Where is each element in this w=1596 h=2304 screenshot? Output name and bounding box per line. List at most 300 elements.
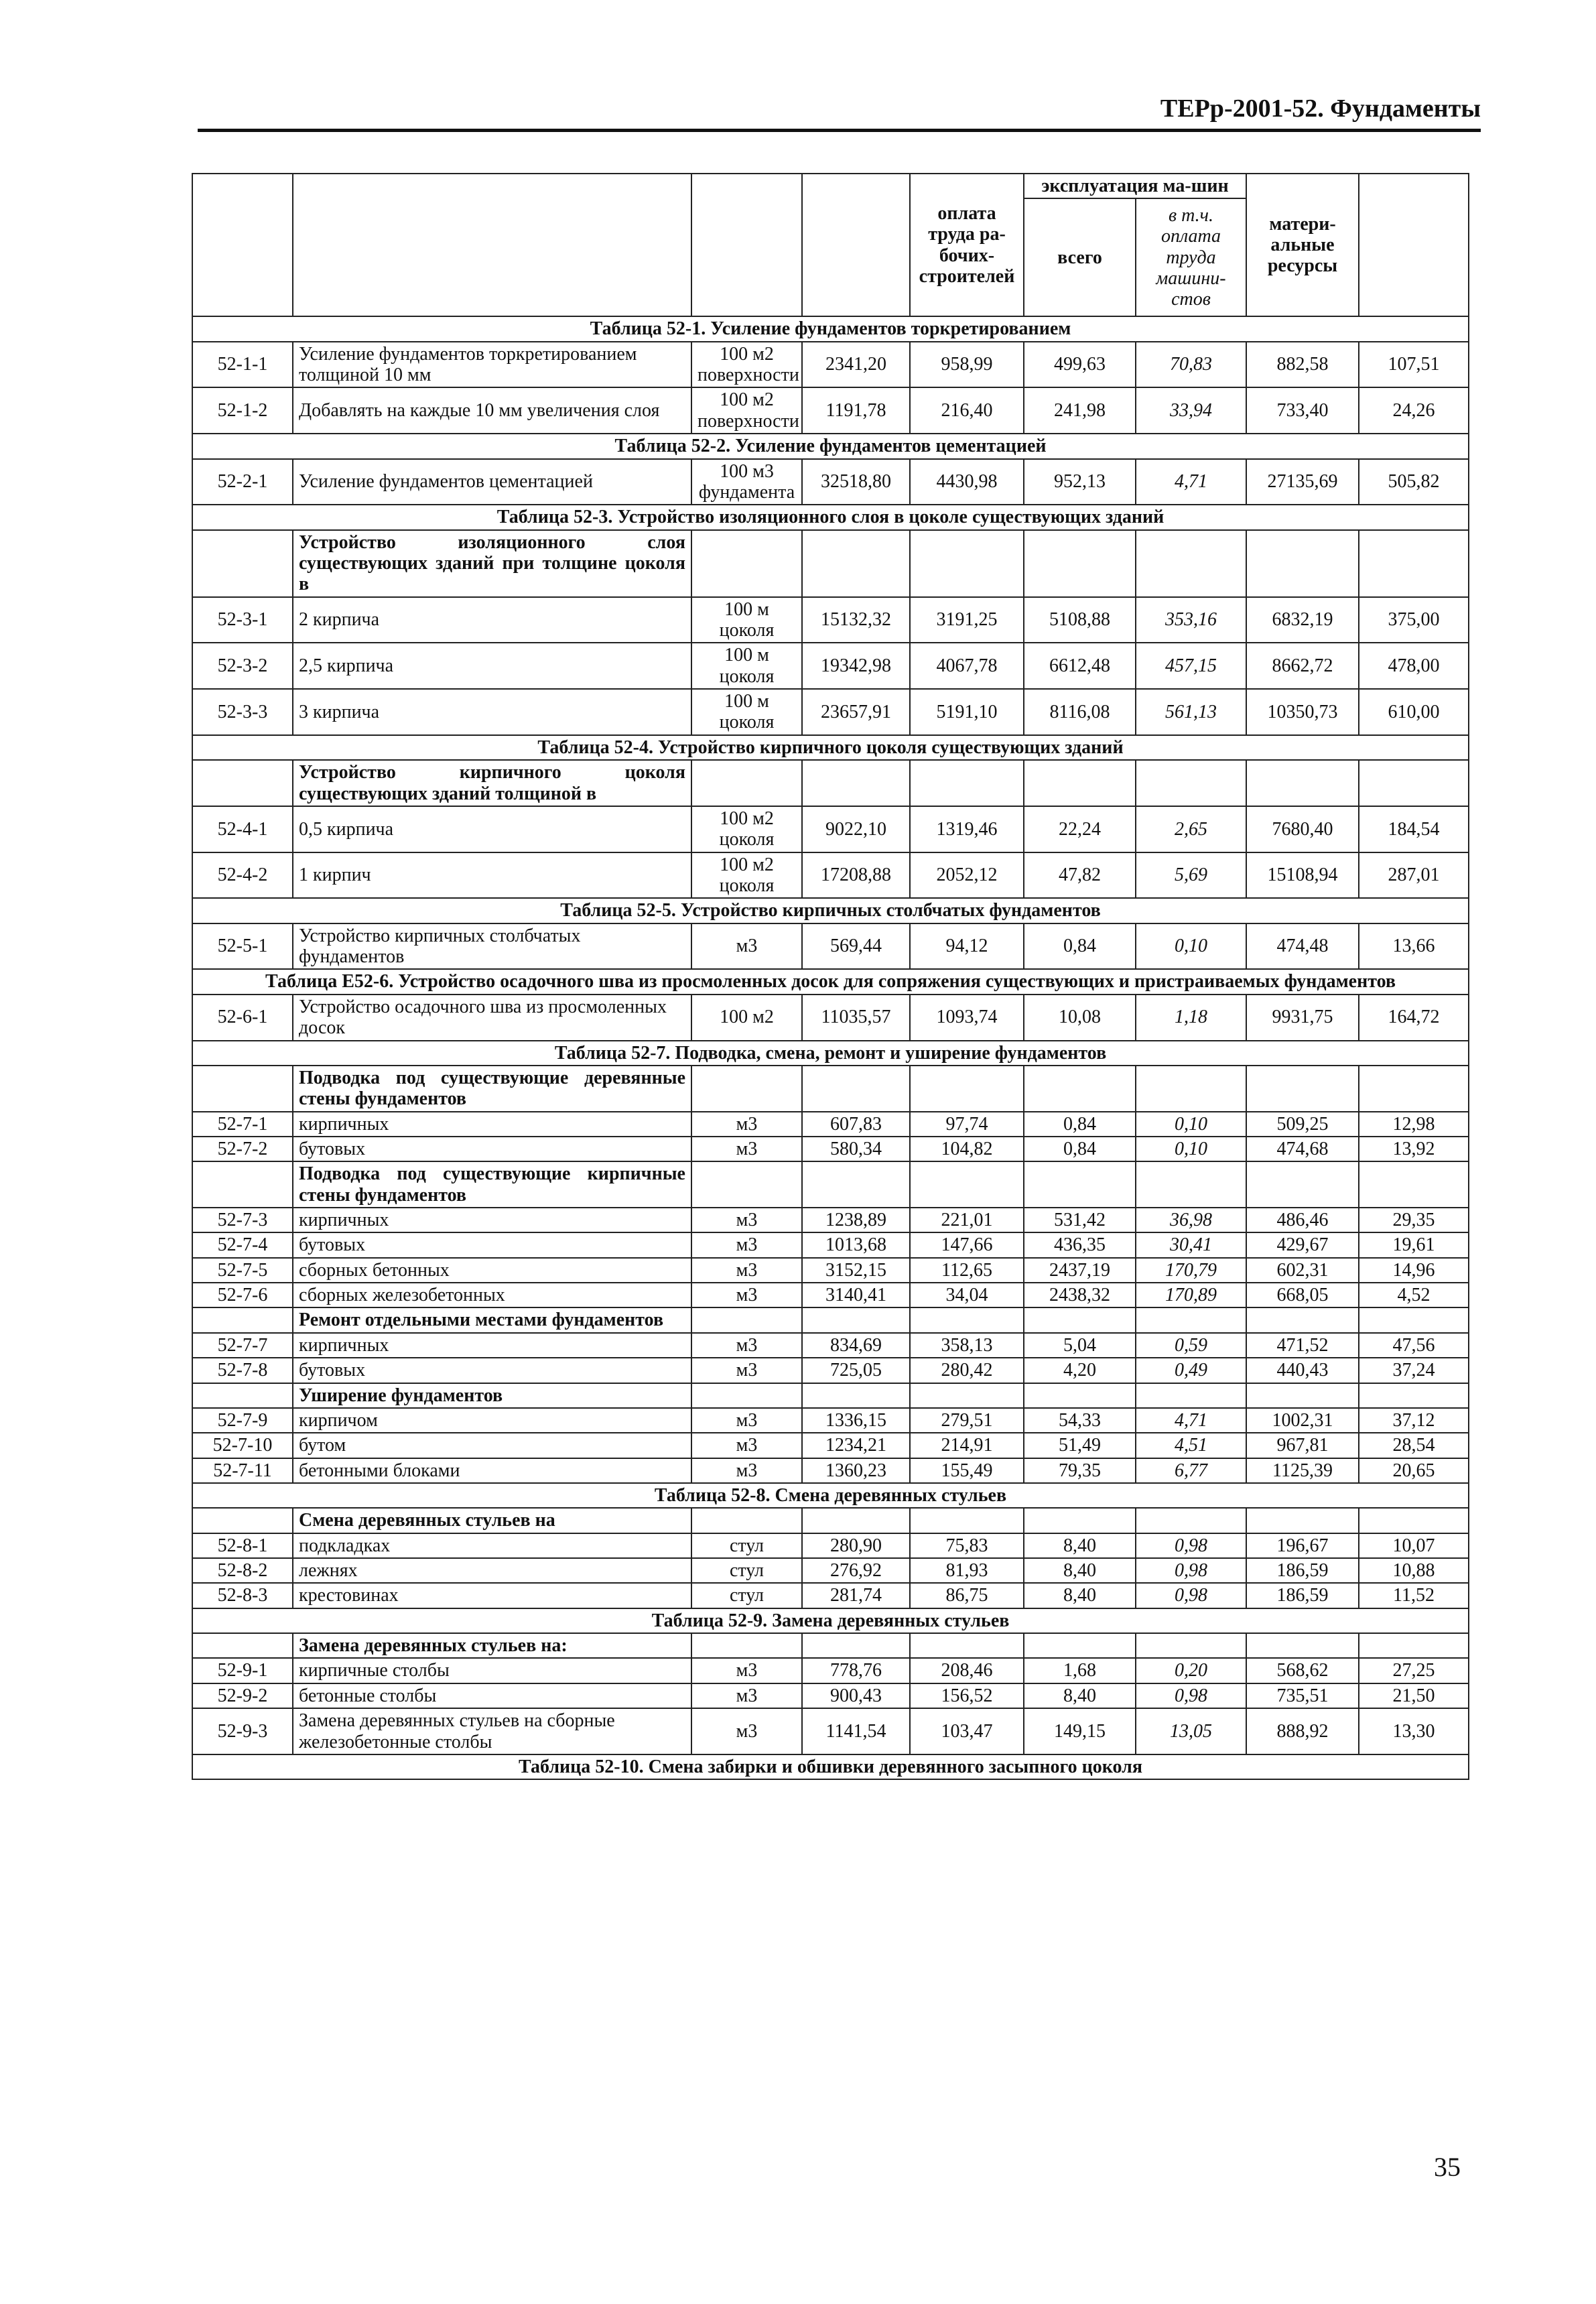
table-row — [192, 1232, 1469, 1257]
table-section-title: Таблица Е52-6. Устройство осадочного шва из просмоленных досок для сопряжения существующих и пристраиваемых фундаментов — [192, 969, 1469, 994]
header-machines-total: всего — [1024, 198, 1136, 316]
workers-wage: 1319,46 — [910, 806, 1024, 852]
rate-code: 52-3-1 — [192, 597, 293, 643]
header-materials: матери-альные ресурсы — [1246, 174, 1359, 316]
empty-cell — [910, 760, 1024, 806]
last-column-value: 10,88 — [1359, 1558, 1469, 1583]
direct-cost-total: 834,69 — [802, 1333, 910, 1358]
workers-wage: 97,74 — [910, 1112, 1024, 1137]
last-column-value: 37,24 — [1359, 1358, 1469, 1383]
empty-cell — [1359, 1633, 1469, 1658]
table-section-title: Таблица 52-1. Усиление фундаментов торкретированием — [192, 316, 1469, 341]
rate-code: 52-7-5 — [192, 1258, 293, 1283]
machine-operation-total: 51,49 — [1024, 1433, 1136, 1458]
unit-of-measure: 100 м цоколя — [691, 689, 802, 735]
last-column-value: 4,52 — [1359, 1283, 1469, 1307]
machine-operation-total: 2437,19 — [1024, 1258, 1136, 1283]
direct-cost-total: 17208,88 — [802, 852, 910, 899]
unit-of-measure: м3 — [691, 923, 802, 970]
table-row — [192, 1683, 1469, 1708]
last-column-value: 107,51 — [1359, 342, 1469, 388]
direct-cost-total: 280,90 — [802, 1533, 910, 1558]
unit-of-measure: стул — [691, 1533, 802, 1558]
empty-cell — [910, 1383, 1024, 1408]
machine-operation-total: 952,13 — [1024, 459, 1136, 505]
table-group-row — [192, 1508, 1469, 1533]
header-empty-total — [802, 174, 910, 316]
direct-cost-total: 725,05 — [802, 1358, 910, 1383]
table-row — [192, 689, 1469, 735]
empty-cell — [1246, 760, 1359, 806]
machine-operation-total: 149,15 — [1024, 1708, 1136, 1754]
last-column-value: 13,66 — [1359, 923, 1469, 970]
unit-of-measure: стул — [691, 1558, 802, 1583]
header-machines-wage: в т.ч. оплата труда машини-стов — [1136, 198, 1246, 316]
last-column-value: 19,61 — [1359, 1232, 1469, 1257]
work-name: бетонные столбы — [293, 1683, 691, 1708]
table-row — [192, 1358, 1469, 1383]
table-group-row — [192, 1307, 1469, 1332]
table-section-title-row — [192, 1608, 1469, 1633]
unit-of-measure: стул — [691, 1583, 802, 1608]
unit-of-measure: м3 — [691, 1458, 802, 1483]
rates-table — [192, 173, 1469, 1780]
work-name: 2,5 кирпича — [293, 643, 691, 689]
unit-of-measure: 100 м2 цоколя — [691, 806, 802, 852]
table-row — [192, 643, 1469, 689]
machinists-wage: 36,98 — [1136, 1208, 1246, 1232]
workers-wage: 86,75 — [910, 1583, 1024, 1608]
work-name: 1 кирпич — [293, 852, 691, 899]
empty-cell — [1136, 1307, 1246, 1332]
machinists-wage: 457,15 — [1136, 643, 1246, 689]
unit-of-measure: м3 — [691, 1208, 802, 1232]
table-row — [192, 852, 1469, 899]
workers-wage: 280,42 — [910, 1358, 1024, 1383]
material-resources: 9931,75 — [1246, 995, 1359, 1041]
empty-cell — [1359, 1066, 1469, 1112]
direct-cost-total: 19342,98 — [802, 643, 910, 689]
empty-cell — [192, 760, 293, 806]
rate-code: 52-3-3 — [192, 689, 293, 735]
last-column-value: 24,26 — [1359, 387, 1469, 434]
material-resources: 471,52 — [1246, 1333, 1359, 1358]
table-section-title: Таблица 52-8. Смена деревянных стульев — [192, 1483, 1469, 1508]
empty-cell — [192, 530, 293, 597]
rate-code: 52-7-10 — [192, 1433, 293, 1458]
running-header: ТЕРр-2001-52. Фундаменты — [1160, 94, 1481, 123]
material-resources: 6832,19 — [1246, 597, 1359, 643]
work-name: Замена деревянных стульев на сборные железобетонные столбы — [293, 1708, 691, 1754]
last-column-value: 287,01 — [1359, 852, 1469, 899]
rate-code: 52-7-2 — [192, 1137, 293, 1161]
empty-cell — [192, 1383, 293, 1408]
empty-cell — [691, 1508, 802, 1533]
empty-cell — [1136, 530, 1246, 597]
unit-of-measure: 100 м2 — [691, 995, 802, 1041]
empty-cell — [1359, 1161, 1469, 1208]
table-section-title-row — [192, 969, 1469, 994]
material-resources: 15108,94 — [1246, 852, 1359, 899]
machinists-wage: 0,10 — [1136, 923, 1246, 970]
empty-cell — [1136, 1161, 1246, 1208]
empty-cell — [1024, 1633, 1136, 1658]
last-column-value: 13,30 — [1359, 1708, 1469, 1754]
material-resources: 668,05 — [1246, 1283, 1359, 1307]
direct-cost-total: 281,74 — [802, 1583, 910, 1608]
unit-of-measure: 100 м цоколя — [691, 597, 802, 643]
last-column-value: 27,25 — [1359, 1658, 1469, 1683]
direct-cost-total: 569,44 — [802, 923, 910, 970]
work-name: бутовых — [293, 1137, 691, 1161]
table-row — [192, 1408, 1469, 1433]
table-row — [192, 387, 1469, 434]
workers-wage: 5191,10 — [910, 689, 1024, 735]
machinists-wage: 70,83 — [1136, 342, 1246, 388]
direct-cost-total: 1336,15 — [802, 1408, 910, 1433]
table-section-title-row — [192, 1041, 1469, 1066]
empty-cell — [691, 1161, 802, 1208]
machine-operation-total: 47,82 — [1024, 852, 1136, 899]
direct-cost-total: 1141,54 — [802, 1708, 910, 1754]
group-heading: Ремонт отдельными местами фундаментов — [293, 1307, 691, 1332]
direct-cost-total: 1191,78 — [802, 387, 910, 434]
empty-cell — [1246, 1383, 1359, 1408]
rate-code: 52-1-1 — [192, 342, 293, 388]
material-resources: 196,67 — [1246, 1533, 1359, 1558]
workers-wage: 208,46 — [910, 1658, 1024, 1683]
unit-of-measure: 100 м3 фундамента — [691, 459, 802, 505]
group-heading: Устройство кирпичного цоколя существующих зданий толщиной в — [293, 760, 691, 806]
header-empty-mass — [1359, 174, 1469, 316]
work-name: сборных бетонных — [293, 1258, 691, 1283]
rate-code: 52-8-2 — [192, 1558, 293, 1583]
unit-of-measure: 100 м цоколя — [691, 643, 802, 689]
header-empty-unit — [691, 174, 802, 316]
unit-of-measure: м3 — [691, 1258, 802, 1283]
empty-cell — [192, 1066, 293, 1112]
empty-cell — [802, 1383, 910, 1408]
empty-cell — [910, 530, 1024, 597]
last-column-value: 13,92 — [1359, 1137, 1469, 1161]
last-column-value: 11,52 — [1359, 1583, 1469, 1608]
empty-cell — [192, 1161, 293, 1208]
empty-cell — [1359, 1508, 1469, 1533]
last-column-value: 505,82 — [1359, 459, 1469, 505]
rate-code: 52-8-3 — [192, 1583, 293, 1608]
work-name: крестовинах — [293, 1583, 691, 1608]
material-resources: 474,48 — [1246, 923, 1359, 970]
direct-cost-total: 2341,20 — [802, 342, 910, 388]
material-resources: 733,40 — [1246, 387, 1359, 434]
material-resources: 27135,69 — [1246, 459, 1359, 505]
machine-operation-total: 8,40 — [1024, 1683, 1136, 1708]
table-section-title: Таблица 52-9. Замена деревянных стульев — [192, 1608, 1469, 1633]
rate-code: 52-9-1 — [192, 1658, 293, 1683]
direct-cost-total: 1360,23 — [802, 1458, 910, 1483]
empty-cell — [691, 760, 802, 806]
empty-cell — [691, 1633, 802, 1658]
table-row — [192, 1258, 1469, 1283]
machinists-wage: 30,41 — [1136, 1232, 1246, 1257]
direct-cost-total: 3152,15 — [802, 1258, 910, 1283]
rate-code: 52-7-8 — [192, 1358, 293, 1383]
rate-code: 52-7-11 — [192, 1458, 293, 1483]
direct-cost-total: 15132,32 — [802, 597, 910, 643]
empty-cell — [1136, 760, 1246, 806]
rate-code: 52-4-1 — [192, 806, 293, 852]
unit-of-measure: м3 — [691, 1708, 802, 1754]
table-section-title-row — [192, 316, 1469, 341]
machine-operation-total: 0,84 — [1024, 923, 1136, 970]
header-empty-name — [293, 174, 691, 316]
unit-of-measure: 100 м2 поверхности — [691, 387, 802, 434]
machine-operation-total: 22,24 — [1024, 806, 1136, 852]
direct-cost-total: 607,83 — [802, 1112, 910, 1137]
work-name: бутовых — [293, 1358, 691, 1383]
work-name: Добавлять на каждые 10 мм увеличения слоя — [293, 387, 691, 434]
workers-wage: 75,83 — [910, 1533, 1024, 1558]
workers-wage: 81,93 — [910, 1558, 1024, 1583]
workers-wage: 103,47 — [910, 1708, 1024, 1754]
rate-code: 52-5-1 — [192, 923, 293, 970]
machine-operation-total: 1,68 — [1024, 1658, 1136, 1683]
machinists-wage: 561,13 — [1136, 689, 1246, 735]
rate-code: 52-4-2 — [192, 852, 293, 899]
machinists-wage: 170,79 — [1136, 1258, 1246, 1283]
machine-operation-total: 8,40 — [1024, 1533, 1136, 1558]
machine-operation-total: 5108,88 — [1024, 597, 1136, 643]
workers-wage: 221,01 — [910, 1208, 1024, 1232]
empty-cell — [1024, 530, 1136, 597]
table-section-title: Таблица 52-2. Усиление фундаментов цементацией — [192, 434, 1469, 458]
machinists-wage: 0,49 — [1136, 1358, 1246, 1383]
last-column-value: 28,54 — [1359, 1433, 1469, 1458]
direct-cost-total: 1238,89 — [802, 1208, 910, 1232]
empty-cell — [910, 1633, 1024, 1658]
table-row — [192, 1533, 1469, 1558]
work-name: Усиление фундаментов цементацией — [293, 459, 691, 505]
workers-wage: 1093,74 — [910, 995, 1024, 1041]
machinists-wage: 0,98 — [1136, 1583, 1246, 1608]
last-column-value: 29,35 — [1359, 1208, 1469, 1232]
empty-cell — [691, 530, 802, 597]
material-resources: 8662,72 — [1246, 643, 1359, 689]
page-number: 35 — [1434, 2152, 1461, 2182]
empty-cell — [1024, 1383, 1136, 1408]
work-name: кирпичных — [293, 1208, 691, 1232]
last-column-value: 21,50 — [1359, 1683, 1469, 1708]
unit-of-measure: м3 — [691, 1333, 802, 1358]
machine-operation-total: 79,35 — [1024, 1458, 1136, 1483]
table-section-title-row — [192, 1754, 1469, 1779]
direct-cost-total: 23657,91 — [802, 689, 910, 735]
workers-wage: 147,66 — [910, 1232, 1024, 1257]
machine-operation-total: 5,04 — [1024, 1333, 1136, 1358]
rate-code: 52-7-1 — [192, 1112, 293, 1137]
unit-of-measure: 100 м2 поверхности — [691, 342, 802, 388]
material-resources: 474,68 — [1246, 1137, 1359, 1161]
table-group-row — [192, 1633, 1469, 1658]
empty-cell — [1359, 760, 1469, 806]
table-row — [192, 342, 1469, 388]
empty-cell — [1359, 1307, 1469, 1332]
table-row — [192, 923, 1469, 970]
work-name: бетонными блоками — [293, 1458, 691, 1483]
last-column-value: 375,00 — [1359, 597, 1469, 643]
table-section-title-row — [192, 735, 1469, 760]
table-section-title-row — [192, 434, 1469, 458]
group-heading: Подводка под существующие деревянные стены фундаментов — [293, 1066, 691, 1112]
table-group-row — [192, 760, 1469, 806]
table-group-row — [192, 530, 1469, 597]
last-column-value: 184,54 — [1359, 806, 1469, 852]
last-column-value: 12,98 — [1359, 1112, 1469, 1137]
empty-cell — [802, 1066, 910, 1112]
empty-cell — [910, 1508, 1024, 1533]
material-resources: 735,51 — [1246, 1683, 1359, 1708]
machinists-wage: 0,98 — [1136, 1683, 1246, 1708]
empty-cell — [802, 1633, 910, 1658]
empty-cell — [910, 1307, 1024, 1332]
empty-cell — [192, 1307, 293, 1332]
rate-code: 52-6-1 — [192, 995, 293, 1041]
table-row — [192, 459, 1469, 505]
work-name: лежнях — [293, 1558, 691, 1583]
machinists-wage: 33,94 — [1136, 387, 1246, 434]
material-resources: 440,43 — [1246, 1358, 1359, 1383]
workers-wage: 104,82 — [910, 1137, 1024, 1161]
table-row — [192, 995, 1469, 1041]
machine-operation-total: 531,42 — [1024, 1208, 1136, 1232]
table-header-row — [192, 174, 1469, 198]
machinists-wage: 0,98 — [1136, 1533, 1246, 1558]
material-resources: 1002,31 — [1246, 1408, 1359, 1433]
material-resources: 429,67 — [1246, 1232, 1359, 1257]
unit-of-measure: м3 — [691, 1112, 802, 1137]
work-name: подкладках — [293, 1533, 691, 1558]
machinists-wage: 2,65 — [1136, 806, 1246, 852]
table-section-title: Таблица 52-10. Смена забирки и обшивки деревянного засыпного цоколя — [192, 1754, 1469, 1779]
empty-cell — [1024, 760, 1136, 806]
empty-cell — [1024, 1307, 1136, 1332]
empty-cell — [192, 1633, 293, 1658]
direct-cost-total: 276,92 — [802, 1558, 910, 1583]
workers-wage: 156,52 — [910, 1683, 1024, 1708]
table-section-title: Таблица 52-5. Устройство кирпичных столбчатых фундаментов — [192, 898, 1469, 923]
machine-operation-total: 8,40 — [1024, 1558, 1136, 1583]
work-name: 2 кирпича — [293, 597, 691, 643]
machinists-wage: 6,77 — [1136, 1458, 1246, 1483]
material-resources: 882,58 — [1246, 342, 1359, 388]
workers-wage: 958,99 — [910, 342, 1024, 388]
machinists-wage: 4,71 — [1136, 1408, 1246, 1433]
workers-wage: 279,51 — [910, 1408, 1024, 1433]
rate-code: 52-2-1 — [192, 459, 293, 505]
machine-operation-total: 241,98 — [1024, 387, 1136, 434]
direct-cost-total: 9022,10 — [802, 806, 910, 852]
machinists-wage: 1,18 — [1136, 995, 1246, 1041]
group-heading: Замена деревянных стульев на: — [293, 1633, 691, 1658]
workers-wage: 2052,12 — [910, 852, 1024, 899]
material-resources: 186,59 — [1246, 1583, 1359, 1608]
empty-cell — [1246, 1633, 1359, 1658]
empty-cell — [1024, 1066, 1136, 1112]
table-row — [192, 1433, 1469, 1458]
work-name: кирпичом — [293, 1408, 691, 1433]
machine-operation-total: 6612,48 — [1024, 643, 1136, 689]
rate-code: 52-3-2 — [192, 643, 293, 689]
empty-cell — [1246, 1508, 1359, 1533]
unit-of-measure: 100 м2 цоколя — [691, 852, 802, 899]
header-empty-code — [192, 174, 293, 316]
machine-operation-total: 4,20 — [1024, 1358, 1136, 1383]
empty-cell — [1136, 1508, 1246, 1533]
workers-wage: 214,91 — [910, 1433, 1024, 1458]
unit-of-measure: м3 — [691, 1658, 802, 1683]
direct-cost-total: 1013,68 — [802, 1232, 910, 1257]
empty-cell — [1246, 1161, 1359, 1208]
group-heading: Устройство изоляционного слоя существующих зданий при толщине цоколя в — [293, 530, 691, 597]
work-name: бутом — [293, 1433, 691, 1458]
rate-code: 52-8-1 — [192, 1533, 293, 1558]
machinists-wage: 4,71 — [1136, 459, 1246, 505]
machine-operation-total: 0,84 — [1024, 1137, 1136, 1161]
machinists-wage: 0,98 — [1136, 1558, 1246, 1583]
work-name: бутовых — [293, 1232, 691, 1257]
workers-wage: 3191,25 — [910, 597, 1024, 643]
machinists-wage: 0,10 — [1136, 1112, 1246, 1137]
table-section-title-row — [192, 1483, 1469, 1508]
machinists-wage: 0,10 — [1136, 1137, 1246, 1161]
material-resources: 602,31 — [1246, 1258, 1359, 1283]
work-name: 0,5 кирпича — [293, 806, 691, 852]
empty-cell — [691, 1307, 802, 1332]
group-heading: Подводка под существующие кирпичные стены фундаментов — [293, 1161, 691, 1208]
workers-wage: 155,49 — [910, 1458, 1024, 1483]
workers-wage: 4067,78 — [910, 643, 1024, 689]
unit-of-measure: м3 — [691, 1433, 802, 1458]
machine-operation-total: 0,84 — [1024, 1112, 1136, 1137]
empty-cell — [1136, 1383, 1246, 1408]
empty-cell — [802, 1508, 910, 1533]
machinists-wage: 170,89 — [1136, 1283, 1246, 1307]
work-name: Усиление фундаментов торкретированием толщиной 10 мм — [293, 342, 691, 388]
last-column-value: 20,65 — [1359, 1458, 1469, 1483]
machine-operation-total: 10,08 — [1024, 995, 1136, 1041]
unit-of-measure: м3 — [691, 1408, 802, 1433]
table-row — [192, 1333, 1469, 1358]
table-row — [192, 1558, 1469, 1583]
rate-code: 52-9-3 — [192, 1708, 293, 1754]
empty-cell — [1024, 1161, 1136, 1208]
table-row — [192, 1137, 1469, 1161]
empty-cell — [910, 1161, 1024, 1208]
direct-cost-total: 1234,21 — [802, 1433, 910, 1458]
work-name: кирпичных — [293, 1333, 691, 1358]
material-resources: 509,25 — [1246, 1112, 1359, 1137]
table-group-row — [192, 1066, 1469, 1112]
machine-operation-total: 54,33 — [1024, 1408, 1136, 1433]
table-row — [192, 806, 1469, 852]
machinists-wage: 0,59 — [1136, 1333, 1246, 1358]
rate-code: 52-7-7 — [192, 1333, 293, 1358]
unit-of-measure: м3 — [691, 1283, 802, 1307]
empty-cell — [691, 1383, 802, 1408]
machinists-wage: 0,20 — [1136, 1658, 1246, 1683]
empty-cell — [1246, 1066, 1359, 1112]
header-machines: эксплуатация ма-шин — [1024, 174, 1246, 198]
